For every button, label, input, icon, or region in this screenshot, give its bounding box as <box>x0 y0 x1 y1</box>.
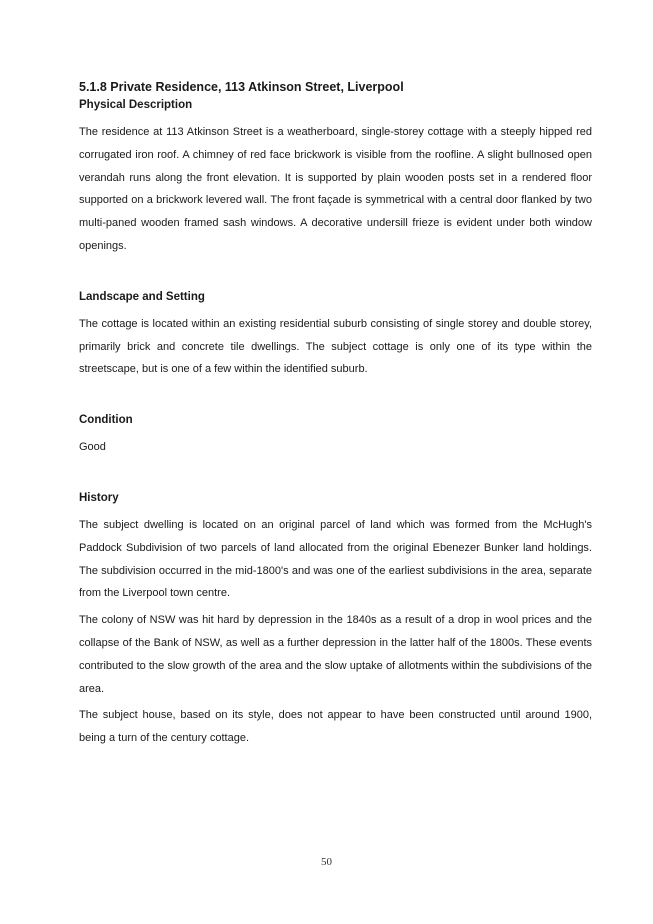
section-title: 5.1.8 Private Residence, 113 Atkinson Street, Liverpool <box>79 80 404 94</box>
landscape-heading: Landscape and Setting <box>79 290 205 303</box>
history-paragraph-3: The subject house, based on its style, does not appear to have been constructed until around 1900, being a turn of the century cottage. <box>79 709 592 745</box>
condition-heading: Condition <box>79 414 133 427</box>
page-number: 50 <box>321 856 332 868</box>
condition-text: Good <box>79 441 106 454</box>
physical-description-heading: Physical Description <box>79 99 193 111</box>
history-paragraph-1: The subject dwelling is located on an original parcel of land which was formed from the McHugh's Paddock Subdivision of two parcels of land allocated from the original Ebenezer Bunker land holdings. The subdivision occurred in the mid-1800's and was one of the earliest subdivisions in the area, separate from the Liverpool town centre. <box>79 518 592 600</box>
history-heading: History <box>79 491 119 504</box>
document-body <box>79 78 592 750</box>
physical-description-text: The residence at 113 Atkinson Street is a weatherboard, single-storey cottage with a steeply hipped red corrugated iron roof. A chimney of red face brickwork is visible from the roofline. A slight bullnosed open verandah runs along the front elevation. It is supported by plain wooden posts set in a rendered floor supported on a brickwork levered wall. The front façade is symmetrical with a central door flanked by two multi-paned wooden framed sash windows. A decorative undersill frieze is evident under both window openings. <box>79 126 592 252</box>
history-paragraph-2: The colony of NSW was hit hard by depression in the 1840s as a result of a drop in wool prices and the collapse of the Bank of NSW, as well as a further depression in the latter half of the 1800s. These events contributed to the slow growth of the area and the slow uptake of allotments within the subdivisions of the area. <box>79 614 592 695</box>
landscape-text: The cottage is located within an existing residential suburb consisting of single storey and double storey, primarily brick and concrete tile dwellings. The subject cottage is only one of its type within the streetscape, but is one of a few within the identified suburb. <box>79 317 592 376</box>
